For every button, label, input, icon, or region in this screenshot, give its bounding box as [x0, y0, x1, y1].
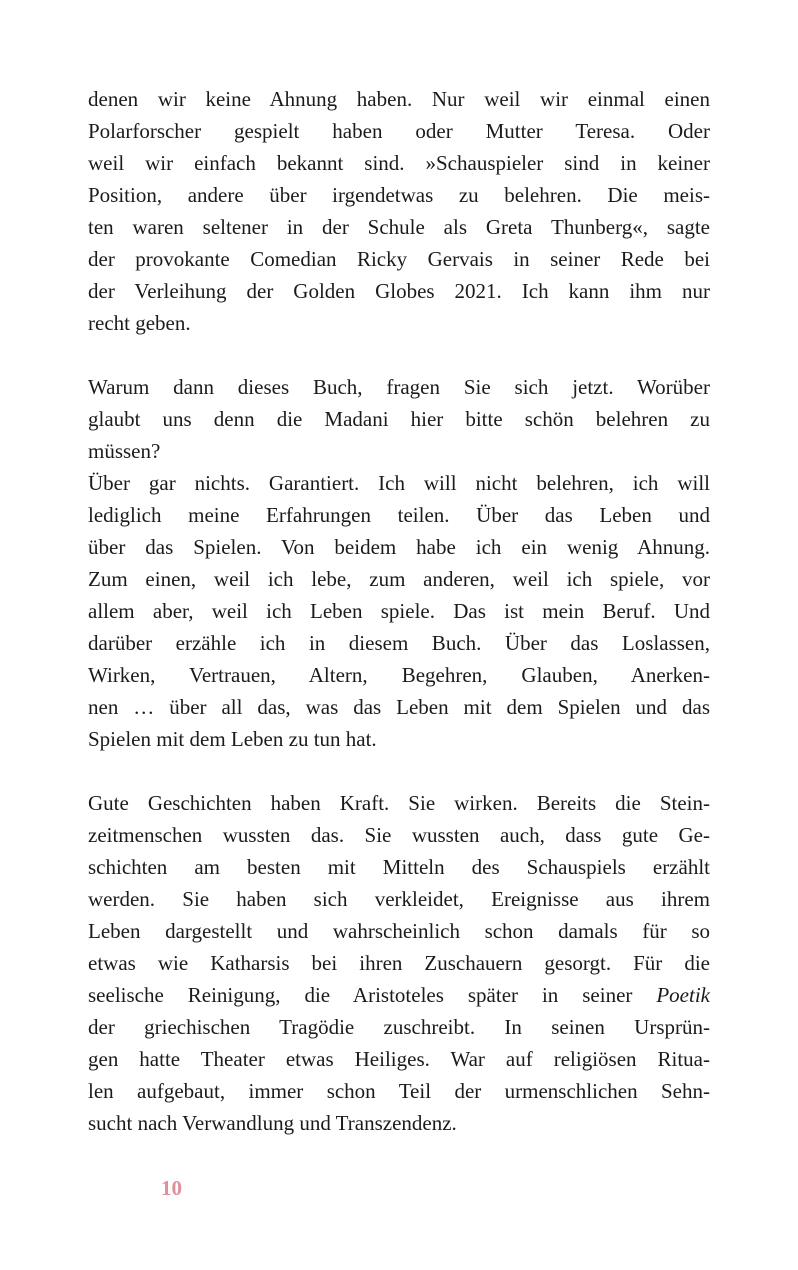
text-line: sucht nach Verwandlung und Transzendenz. — [88, 1111, 457, 1135]
text-line: Gute Geschichten haben Kraft. Sie wirken. Bereits die Stein- — [88, 791, 710, 815]
text-line: zeitmenschen wussten das. Sie wussten auch, dass gute Ge- — [88, 823, 710, 847]
body-text — [88, 83, 710, 1139]
text-line: der Verleihung der Golden Globes 2021. Ich kann ihm nur — [88, 279, 710, 303]
text-line: recht geben. — [88, 311, 191, 335]
text-segment: seelische Reinigung, die Aristoteles später in seiner — [88, 983, 657, 1007]
text-line: darüber erzähle ich in diesem Buch. Über das Loslassen, — [88, 631, 710, 655]
text-line: Spielen mit dem Leben zu tun hat. — [88, 727, 377, 751]
paragraph — [88, 83, 710, 339]
text-line: denen wir keine Ahnung haben. Nur weil wir einmal einen — [88, 87, 710, 111]
text-line: der provokante Comedian Ricky Gervais in seiner Rede bei — [88, 247, 710, 271]
paragraph — [88, 371, 710, 467]
text-line: allem aber, weil ich Leben spiele. Das ist mein Beruf. Und — [88, 599, 710, 623]
text-line: müssen? — [88, 439, 161, 463]
text-line: Leben dargestellt und wahrscheinlich schon damals für so — [88, 919, 710, 943]
page-number: 10 — [161, 1176, 182, 1200]
text-line: nen … über all das, was das Leben mit dem Spielen und das — [88, 695, 710, 719]
text-line: Zum einen, weil ich lebe, zum anderen, weil ich spiele, vor — [88, 567, 710, 591]
text-line: schichten am besten mit Mitteln des Schauspiels erzählt — [88, 855, 710, 879]
text-line: ten waren seltener in der Schule als Greta Thunberg«, sagte — [88, 215, 710, 239]
paragraph — [88, 787, 710, 1139]
text-line: weil wir einfach bekannt sind. »Schauspieler sind in keiner — [88, 151, 710, 175]
text-line: lediglich meine Erfahrungen teilen. Über das Leben und — [88, 503, 710, 527]
paragraph — [88, 467, 710, 755]
text-line: Über gar nichts. Garantiert. Ich will nicht belehren, ich will — [88, 471, 710, 495]
text-line: Position, andere über irgendetwas zu belehren. Die meis- — [88, 183, 710, 207]
text-line — [88, 979, 710, 1011]
text-line: Warum dann dieses Buch, fragen Sie sich jetzt. Worüber — [88, 375, 710, 399]
text-line: Wirken, Vertrauen, Altern, Begehren, Glauben, Anerken- — [88, 663, 710, 687]
text-line: Polarforscher gespielt haben oder Mutter Teresa. Oder — [88, 119, 710, 143]
text-line: der griechischen Tragödie zuschreibt. In seinen Ursprün- — [88, 1015, 710, 1039]
text-line: glaubt uns denn die Madani hier bitte schön belehren zu — [88, 407, 710, 431]
text-line: etwas wie Katharsis bei ihren Zuschauern gesorgt. Für die — [88, 951, 710, 975]
text-line: über das Spielen. Von beidem habe ich ein wenig Ahnung. — [88, 535, 710, 559]
text-line: werden. Sie haben sich verkleidet, Ereignisse aus ihrem — [88, 887, 710, 911]
italic-text: Poetik — [656, 983, 710, 1007]
text-line: len aufgebaut, immer schon Teil der urmenschlichen Sehn- — [88, 1079, 710, 1103]
text-line: gen hatte Theater etwas Heiliges. War auf religiösen Ritua- — [88, 1047, 710, 1071]
